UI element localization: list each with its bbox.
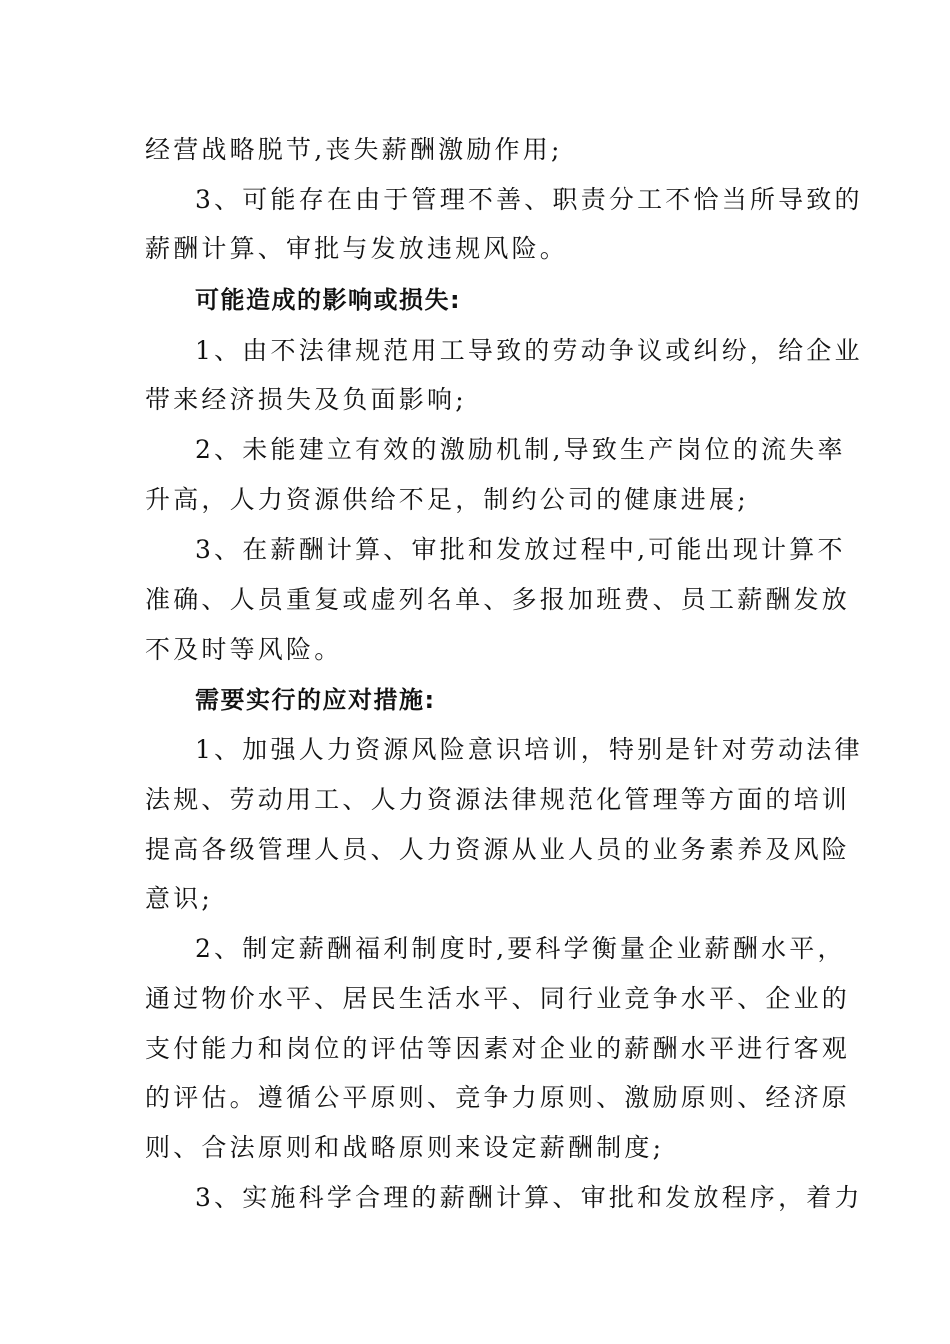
section-heading: 可能造成的影响或损失: (195, 286, 462, 314)
text-line: 1、加强人力资源风险意识培训，特别是针对劳动法律 (195, 735, 863, 764)
text-line: 法规、劳动用工、人力资源法律规范化管理等方面的培训 (145, 785, 851, 814)
text-line: 3、可能存在由于管理不善、职责分工不恰当所导致的 (195, 185, 863, 214)
text-line: 支付能力和岗位的评估等因素对企业的薪酬水平进行客观 (145, 1034, 851, 1063)
text-line: 经营战略脱节,丧失薪酬激励作用; (145, 135, 563, 164)
text-line: 意识; (145, 884, 214, 913)
text-line: 2、未能建立有效的激励机制,导致生产岗位的流失率 (195, 435, 846, 464)
text-line: 升高，人力资源供给不足，制约公司的健康进展; (145, 485, 749, 514)
text-line: 3、在薪酬计算、审批和发放过程中,可能出现计算不 (195, 535, 846, 564)
text-line: 提高各级管理人员、人力资源从业人员的业务素养及风险 (145, 835, 851, 864)
text-line: 准确、人员重复或虚列名单、多报加班费、员工薪酬发放 (145, 585, 851, 614)
text-line: 1、由不法律规范用工导致的劳动争议或纠纷，给企业 (195, 336, 863, 365)
section-heading: 需要实行的应对措施: (195, 686, 436, 714)
text-line: 通过物价水平、居民生活水平、同行业竞争水平、企业的 (145, 984, 851, 1013)
text-line: 2、制定薪酬福利制度时,要科学衡量企业薪酬水平， (195, 934, 846, 963)
text-line: 薪酬计算、审批与发放违规风险。 (145, 234, 569, 263)
text-line: 不及时等风险。 (145, 635, 343, 664)
text-line: 则、合法原则和战略原则来设定薪酬制度; (145, 1133, 665, 1162)
text-line: 带来经济损失及负面影响; (145, 385, 467, 414)
text-line: 3、实施科学合理的薪酬计算、审批和发放程序，着力 (195, 1183, 863, 1212)
text-line: 的评估。遵循公平原则、竞争力原则、激励原则、经济原 (145, 1083, 851, 1112)
